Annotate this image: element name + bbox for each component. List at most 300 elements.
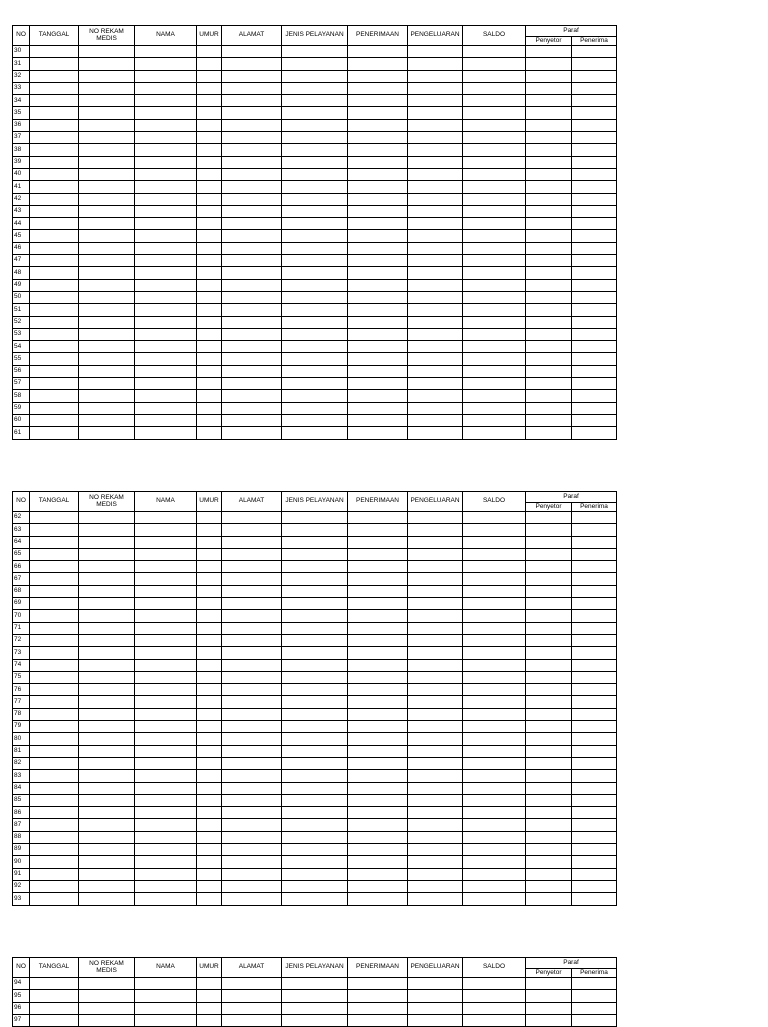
row-number-cell: 44 [13, 218, 30, 230]
empty-cell [572, 794, 617, 806]
empty-cell [197, 880, 222, 892]
empty-cell [222, 58, 282, 70]
header-rekam-medis: NO REKAM MEDIS [79, 958, 135, 978]
empty-cell [463, 132, 526, 144]
empty-cell [348, 671, 408, 683]
empty-cell [222, 745, 282, 757]
header-penyetor: Penyetor [526, 969, 572, 978]
row-number-cell: 31 [13, 58, 30, 70]
empty-cell [463, 181, 526, 193]
table-row [13, 1014, 617, 1026]
empty-cell [79, 181, 135, 193]
empty-cell [222, 585, 282, 597]
table-row [13, 414, 617, 426]
empty-cell [197, 893, 222, 905]
empty-cell [408, 193, 463, 205]
empty-cell [282, 585, 348, 597]
empty-cell [526, 242, 572, 254]
empty-cell [282, 427, 348, 439]
table-row [13, 390, 617, 402]
empty-cell [572, 671, 617, 683]
empty-cell [526, 733, 572, 745]
empty-cell [222, 844, 282, 856]
empty-cell [197, 218, 222, 230]
empty-cell [135, 181, 197, 193]
empty-cell [197, 119, 222, 131]
empty-cell [79, 353, 135, 365]
row-number-cell: 39 [13, 156, 30, 168]
row-number-cell: 45 [13, 230, 30, 242]
empty-cell [222, 807, 282, 819]
empty-cell [222, 610, 282, 622]
empty-cell [348, 70, 408, 82]
header-no: NO [13, 958, 30, 978]
empty-cell [79, 46, 135, 58]
empty-cell [463, 205, 526, 217]
empty-cell [282, 1014, 348, 1026]
empty-cell [408, 328, 463, 340]
empty-cell [222, 548, 282, 560]
empty-cell [222, 279, 282, 291]
empty-cell [526, 205, 572, 217]
table-row [13, 402, 617, 414]
empty-cell [135, 414, 197, 426]
empty-cell [572, 856, 617, 868]
empty-cell [30, 819, 79, 831]
empty-cell [282, 536, 348, 548]
empty-cell [408, 856, 463, 868]
table-row [13, 610, 617, 622]
empty-cell [30, 696, 79, 708]
empty-cell [463, 548, 526, 560]
header-alamat: ALAMAT [222, 26, 282, 46]
empty-cell [463, 58, 526, 70]
empty-cell [135, 647, 197, 659]
empty-cell [30, 107, 79, 119]
empty-cell [30, 893, 79, 905]
empty-cell [526, 168, 572, 180]
empty-cell [408, 573, 463, 585]
empty-cell [463, 573, 526, 585]
empty-cell [222, 659, 282, 671]
row-number-cell: 97 [13, 1014, 30, 1026]
empty-cell [30, 757, 79, 769]
empty-cell [30, 647, 79, 659]
empty-cell [526, 573, 572, 585]
empty-cell [526, 512, 572, 524]
empty-cell [197, 316, 222, 328]
empty-cell [572, 622, 617, 634]
header-jenis-pelayanan: JENIS PELAYANAN [282, 958, 348, 978]
empty-cell [408, 218, 463, 230]
header-saldo: SALDO [463, 958, 526, 978]
empty-cell [30, 880, 79, 892]
empty-cell [572, 512, 617, 524]
empty-cell [197, 156, 222, 168]
empty-cell [282, 684, 348, 696]
empty-cell [79, 647, 135, 659]
empty-cell [572, 181, 617, 193]
row-number-cell: 77 [13, 696, 30, 708]
empty-cell [348, 610, 408, 622]
empty-cell [282, 107, 348, 119]
table-row [13, 733, 617, 745]
row-number-cell: 94 [13, 978, 30, 990]
empty-cell [463, 978, 526, 990]
empty-cell [79, 267, 135, 279]
table-row [13, 990, 617, 1002]
empty-cell [526, 524, 572, 536]
empty-cell [79, 144, 135, 156]
empty-cell [572, 144, 617, 156]
empty-cell [348, 218, 408, 230]
empty-cell [222, 304, 282, 316]
row-number-cell: 93 [13, 893, 30, 905]
empty-cell [30, 782, 79, 794]
empty-cell [30, 807, 79, 819]
empty-cell [197, 378, 222, 390]
row-number-cell: 34 [13, 95, 30, 107]
empty-cell [79, 427, 135, 439]
empty-cell [197, 304, 222, 316]
empty-cell [135, 782, 197, 794]
empty-cell [572, 990, 617, 1002]
empty-cell [572, 782, 617, 794]
empty-cell [30, 978, 79, 990]
table-row [13, 548, 617, 560]
empty-cell [282, 365, 348, 377]
empty-cell [526, 95, 572, 107]
empty-cell [79, 598, 135, 610]
empty-cell [197, 634, 222, 646]
empty-cell [572, 524, 617, 536]
empty-cell [282, 733, 348, 745]
row-number-cell: 43 [13, 205, 30, 217]
table-row [13, 831, 617, 843]
empty-cell [463, 304, 526, 316]
empty-cell [572, 733, 617, 745]
row-number-cell: 36 [13, 119, 30, 131]
empty-cell [526, 365, 572, 377]
empty-cell [282, 181, 348, 193]
empty-cell [222, 70, 282, 82]
empty-cell [30, 512, 79, 524]
header-rekam-medis: NO REKAM MEDIS [79, 26, 135, 46]
empty-cell [222, 831, 282, 843]
empty-cell [526, 831, 572, 843]
empty-cell [526, 745, 572, 757]
table-row [13, 378, 617, 390]
empty-cell [282, 598, 348, 610]
empty-cell [135, 548, 197, 560]
row-number-cell: 71 [13, 622, 30, 634]
empty-cell [408, 536, 463, 548]
empty-cell [30, 844, 79, 856]
empty-cell [282, 1002, 348, 1014]
header-pengeluaran: PENGELUARAN [408, 958, 463, 978]
empty-cell [30, 622, 79, 634]
row-number-cell: 49 [13, 279, 30, 291]
empty-cell [222, 218, 282, 230]
empty-cell [282, 622, 348, 634]
empty-cell [348, 893, 408, 905]
empty-cell [135, 402, 197, 414]
empty-cell [79, 82, 135, 94]
empty-cell [348, 205, 408, 217]
empty-cell [463, 585, 526, 597]
empty-cell [197, 353, 222, 365]
empty-cell [197, 205, 222, 217]
empty-cell [282, 770, 348, 782]
empty-cell [408, 291, 463, 303]
header-paraf: Paraf [526, 958, 617, 969]
empty-cell [197, 279, 222, 291]
header-umur: UMUR [197, 492, 222, 512]
empty-cell [282, 634, 348, 646]
header-no: NO [13, 26, 30, 46]
empty-cell [222, 1014, 282, 1026]
empty-cell [135, 696, 197, 708]
empty-cell [526, 696, 572, 708]
empty-cell [135, 708, 197, 720]
empty-cell [135, 1014, 197, 1026]
empty-cell [282, 856, 348, 868]
empty-cell [222, 242, 282, 254]
empty-cell [79, 291, 135, 303]
empty-cell [348, 598, 408, 610]
empty-cell [526, 684, 572, 696]
empty-cell [526, 156, 572, 168]
empty-cell [135, 721, 197, 733]
empty-cell [197, 82, 222, 94]
row-number-cell: 51 [13, 304, 30, 316]
empty-cell [197, 193, 222, 205]
empty-cell [526, 181, 572, 193]
empty-cell [526, 634, 572, 646]
empty-cell [135, 573, 197, 585]
empty-cell [572, 230, 617, 242]
header-tanggal: TANGGAL [30, 26, 79, 46]
empty-cell [222, 671, 282, 683]
empty-cell [348, 844, 408, 856]
empty-cell [79, 512, 135, 524]
empty-cell [463, 1002, 526, 1014]
empty-cell [526, 610, 572, 622]
table-row [13, 721, 617, 733]
empty-cell [135, 427, 197, 439]
empty-cell [197, 868, 222, 880]
empty-cell [348, 1002, 408, 1014]
empty-cell [526, 353, 572, 365]
empty-cell [572, 316, 617, 328]
empty-cell [197, 1014, 222, 1026]
empty-cell [30, 242, 79, 254]
row-number-cell: 87 [13, 819, 30, 831]
row-number-cell: 96 [13, 1002, 30, 1014]
empty-cell [348, 279, 408, 291]
empty-cell [79, 696, 135, 708]
empty-cell [282, 561, 348, 573]
empty-cell [282, 255, 348, 267]
header-penerimaan: PENERIMAAN [348, 492, 408, 512]
empty-cell [526, 622, 572, 634]
table-row [13, 573, 617, 585]
empty-cell [348, 230, 408, 242]
header-umur: UMUR [197, 26, 222, 46]
empty-cell [572, 893, 617, 905]
empty-cell [197, 610, 222, 622]
row-number-cell: 41 [13, 181, 30, 193]
empty-cell [572, 807, 617, 819]
empty-cell [197, 708, 222, 720]
empty-cell [222, 794, 282, 806]
empty-cell [79, 132, 135, 144]
empty-cell [282, 218, 348, 230]
empty-cell [30, 659, 79, 671]
empty-cell [572, 659, 617, 671]
empty-cell [526, 414, 572, 426]
empty-cell [135, 990, 197, 1002]
table-row [13, 671, 617, 683]
empty-cell [197, 144, 222, 156]
empty-cell [222, 328, 282, 340]
empty-cell [526, 132, 572, 144]
table-row [13, 807, 617, 819]
empty-cell [282, 144, 348, 156]
table-row [13, 156, 617, 168]
empty-cell [282, 819, 348, 831]
table-row [13, 353, 617, 365]
row-number-cell: 62 [13, 512, 30, 524]
empty-cell [463, 378, 526, 390]
empty-cell [348, 95, 408, 107]
empty-cell [79, 119, 135, 131]
empty-cell [526, 671, 572, 683]
empty-cell [408, 978, 463, 990]
empty-cell [282, 353, 348, 365]
empty-cell [463, 819, 526, 831]
empty-cell [222, 512, 282, 524]
empty-cell [282, 46, 348, 58]
empty-cell [30, 316, 79, 328]
empty-cell [197, 427, 222, 439]
empty-cell [79, 1014, 135, 1026]
empty-cell [135, 230, 197, 242]
table-row [13, 634, 617, 646]
empty-cell [282, 119, 348, 131]
empty-cell [282, 831, 348, 843]
empty-cell [135, 733, 197, 745]
empty-cell [282, 708, 348, 720]
row-number-cell: 57 [13, 378, 30, 390]
empty-cell [222, 598, 282, 610]
empty-cell [408, 868, 463, 880]
empty-cell [282, 82, 348, 94]
empty-cell [135, 880, 197, 892]
empty-cell [282, 242, 348, 254]
empty-cell [135, 622, 197, 634]
empty-cell [463, 95, 526, 107]
table-row [13, 745, 617, 757]
ledger-table-3 [12, 957, 617, 1027]
empty-cell [30, 390, 79, 402]
row-number-cell: 54 [13, 341, 30, 353]
empty-cell [135, 770, 197, 782]
empty-cell [348, 402, 408, 414]
empty-cell [197, 733, 222, 745]
empty-cell [135, 218, 197, 230]
empty-cell [135, 279, 197, 291]
empty-cell [282, 390, 348, 402]
empty-cell [135, 794, 197, 806]
empty-cell [79, 659, 135, 671]
empty-cell [197, 341, 222, 353]
empty-cell [79, 844, 135, 856]
empty-cell [408, 1014, 463, 1026]
table-row [13, 659, 617, 671]
row-number-cell: 81 [13, 745, 30, 757]
empty-cell [197, 58, 222, 70]
table-row [13, 279, 617, 291]
empty-cell [30, 168, 79, 180]
empty-cell [463, 390, 526, 402]
row-number-cell: 40 [13, 168, 30, 180]
empty-cell [348, 267, 408, 279]
empty-cell [348, 831, 408, 843]
empty-cell [572, 831, 617, 843]
empty-cell [463, 659, 526, 671]
empty-cell [348, 548, 408, 560]
empty-cell [222, 414, 282, 426]
empty-cell [79, 721, 135, 733]
row-number-cell: 90 [13, 856, 30, 868]
empty-cell [30, 684, 79, 696]
empty-cell [30, 193, 79, 205]
header-pengeluaran: PENGELUARAN [408, 26, 463, 46]
empty-cell [408, 745, 463, 757]
table-row [13, 316, 617, 328]
row-number-cell: 83 [13, 770, 30, 782]
empty-cell [572, 819, 617, 831]
empty-cell [30, 831, 79, 843]
empty-cell [79, 255, 135, 267]
empty-cell [30, 255, 79, 267]
empty-cell [526, 598, 572, 610]
empty-cell [463, 634, 526, 646]
empty-cell [408, 733, 463, 745]
empty-cell [197, 782, 222, 794]
empty-cell [30, 70, 79, 82]
header-penyetor: Penyetor [526, 503, 572, 512]
empty-cell [408, 671, 463, 683]
empty-cell [282, 193, 348, 205]
table-row [13, 868, 617, 880]
empty-cell [572, 341, 617, 353]
empty-cell [526, 990, 572, 1002]
empty-cell [463, 745, 526, 757]
empty-cell [222, 341, 282, 353]
table-row [13, 978, 617, 990]
empty-cell [135, 193, 197, 205]
empty-cell [408, 659, 463, 671]
empty-cell [30, 328, 79, 340]
table-row [13, 82, 617, 94]
empty-cell [348, 880, 408, 892]
empty-cell [463, 193, 526, 205]
empty-cell [222, 255, 282, 267]
header-penerima: Penerima [572, 969, 617, 978]
empty-cell [197, 990, 222, 1002]
